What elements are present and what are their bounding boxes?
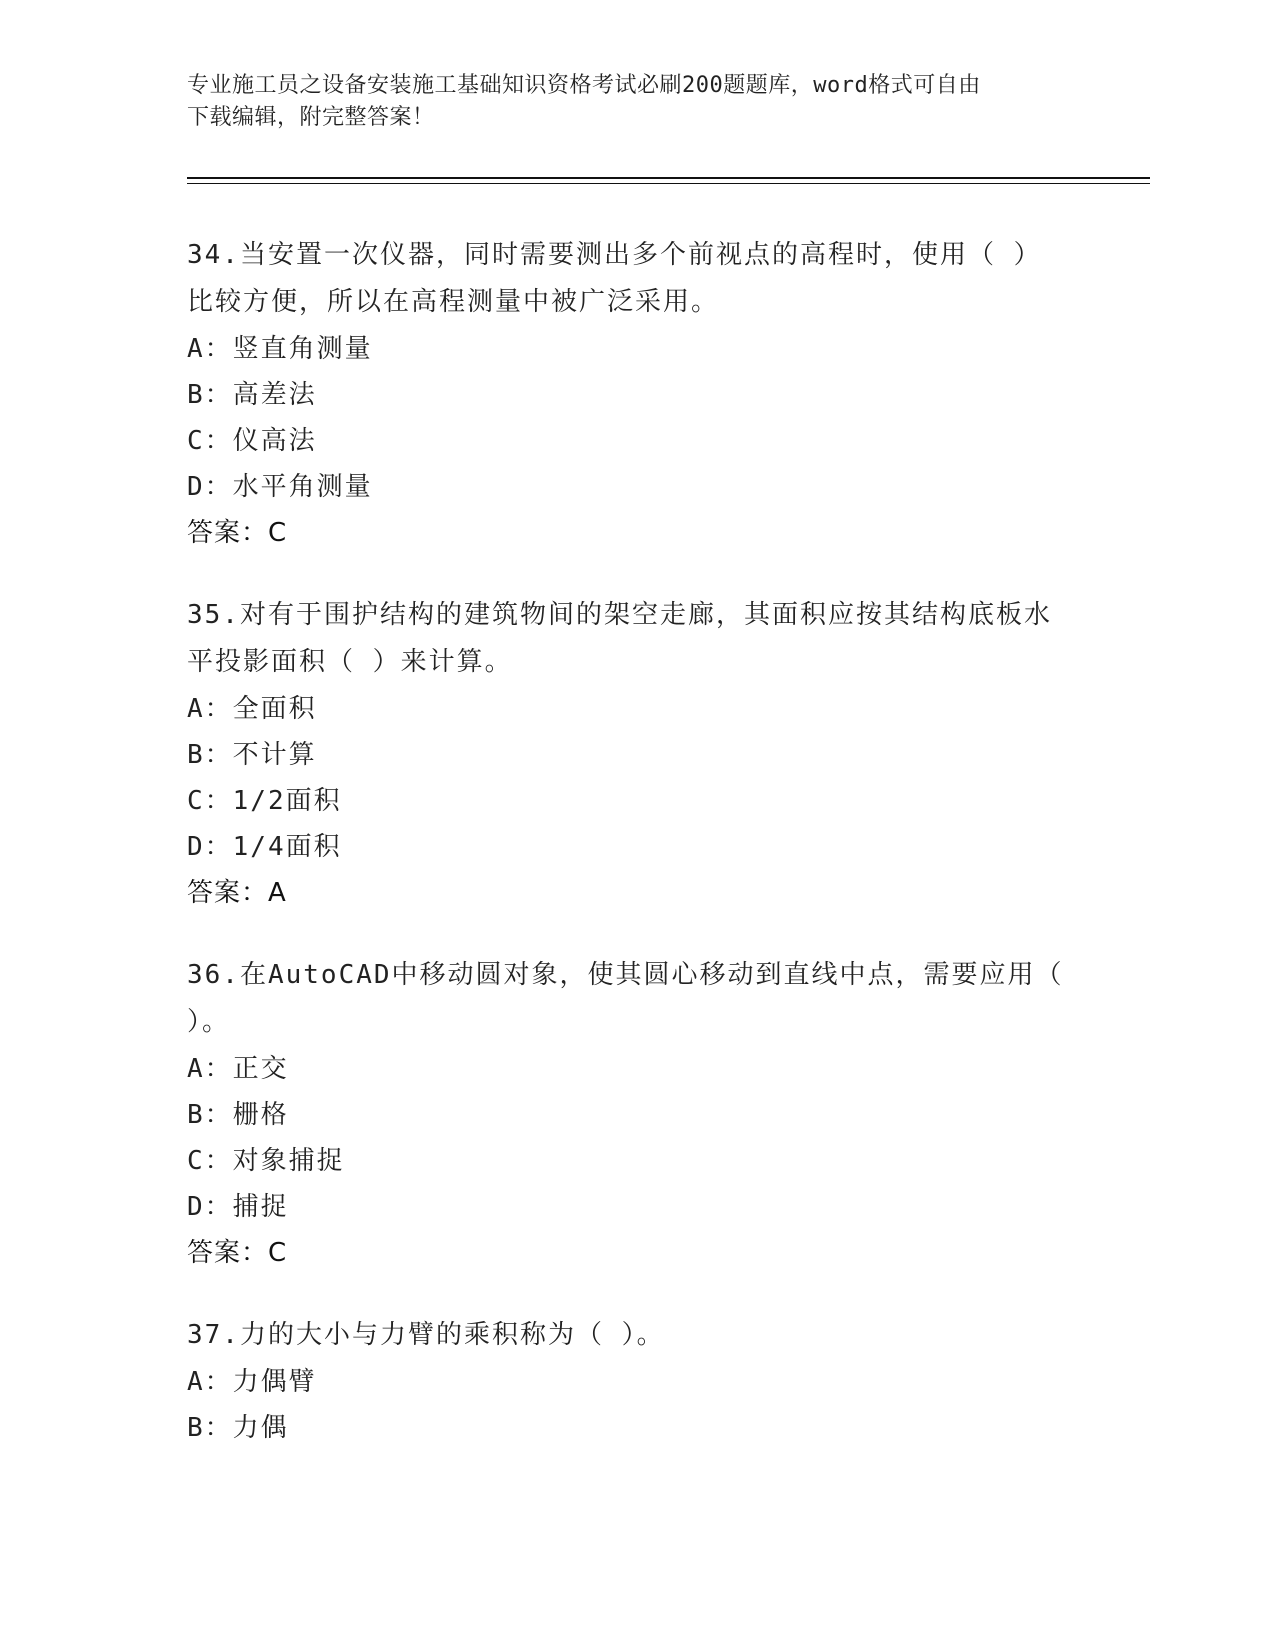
stem-line: 37.力的大小与力臂的乘积称为（ ）。 xyxy=(187,1320,665,1350)
option-d xyxy=(187,824,1067,870)
option-letter: C： xyxy=(187,1146,233,1176)
document-header xyxy=(187,70,1067,134)
option-letter: B： xyxy=(187,1413,233,1443)
option-a xyxy=(187,686,1067,732)
stem-line: 比较方便，所以在高程测量中被广泛采用。 xyxy=(187,287,720,317)
option-letter: A： xyxy=(187,1054,233,1084)
stem-line: 34.当安置一次仪器，同时需要测出多个前视点的高程时，使用（ ） xyxy=(187,240,1042,270)
option-letter: C： xyxy=(187,426,233,456)
option-a xyxy=(187,1046,1067,1092)
option-b xyxy=(187,732,1067,778)
header-line-1: 专业施工员之设备安装施工基础知识资格考试必刷200题题库，word格式可自由 xyxy=(187,73,981,98)
option-text: 全面积 xyxy=(232,694,317,724)
option-letter: B： xyxy=(187,740,233,770)
option-text: 不计算 xyxy=(232,740,317,770)
header-divider-thin xyxy=(187,183,1150,184)
option-b xyxy=(187,1405,1067,1451)
option-text: 力偶 xyxy=(232,1413,289,1443)
stem-line: 36.在AutoCAD中移动圆对象，使其圆心移动到直线中点，需要应用（ xyxy=(187,960,1064,990)
question-stem xyxy=(187,592,1067,686)
question-34 xyxy=(187,232,1067,556)
option-letter: A： xyxy=(187,694,233,724)
header-divider-thick xyxy=(187,177,1150,179)
option-letter: A： xyxy=(187,334,233,364)
option-text: 竖直角测量 xyxy=(232,334,373,364)
option-letter: D： xyxy=(187,1192,233,1222)
stem-line: 35.对有于围护结构的建筑物间的架空走廊，其面积应按其结构底板水 xyxy=(187,600,1052,630)
answer-line: 答案：C xyxy=(187,518,288,548)
answer-line: 答案：C xyxy=(187,1238,288,1268)
option-text: 对象捕捉 xyxy=(232,1146,345,1176)
option-d xyxy=(187,1184,1067,1230)
question-stem xyxy=(187,952,1067,1046)
option-a xyxy=(187,326,1067,372)
option-c xyxy=(187,778,1067,824)
option-d xyxy=(187,464,1067,510)
option-b xyxy=(187,372,1067,418)
option-letter: A： xyxy=(187,1367,233,1397)
question-list xyxy=(187,232,1067,1487)
option-a xyxy=(187,1359,1067,1405)
option-text: 正交 xyxy=(232,1054,289,1084)
option-text: 捕捉 xyxy=(232,1192,289,1222)
question-36 xyxy=(187,952,1067,1276)
question-stem xyxy=(187,1312,1067,1359)
option-text: 1/4面积 xyxy=(232,832,342,862)
question-stem xyxy=(187,232,1067,326)
option-c xyxy=(187,418,1067,464)
stem-line: 平投影面积（ ）来计算。 xyxy=(187,647,513,677)
option-text: 力偶臂 xyxy=(232,1367,317,1397)
option-letter: D： xyxy=(187,832,233,862)
option-text: 栅格 xyxy=(232,1100,289,1130)
question-37 xyxy=(187,1312,1067,1451)
option-text: 水平角测量 xyxy=(232,472,373,502)
question-35 xyxy=(187,592,1067,916)
option-text: 高差法 xyxy=(232,380,317,410)
option-letter: B： xyxy=(187,380,233,410)
option-letter: D： xyxy=(187,472,233,502)
option-text: 仪高法 xyxy=(232,426,317,456)
option-letter: B： xyxy=(187,1100,233,1130)
option-b xyxy=(187,1092,1067,1138)
option-c xyxy=(187,1138,1067,1184)
header-line-2: 下载编辑，附完整答案！ xyxy=(187,105,435,130)
option-text: 1/2面积 xyxy=(232,786,342,816)
answer-line: 答案：A xyxy=(187,878,287,908)
stem-line: ）。 xyxy=(187,1007,231,1037)
option-letter: C： xyxy=(187,786,233,816)
